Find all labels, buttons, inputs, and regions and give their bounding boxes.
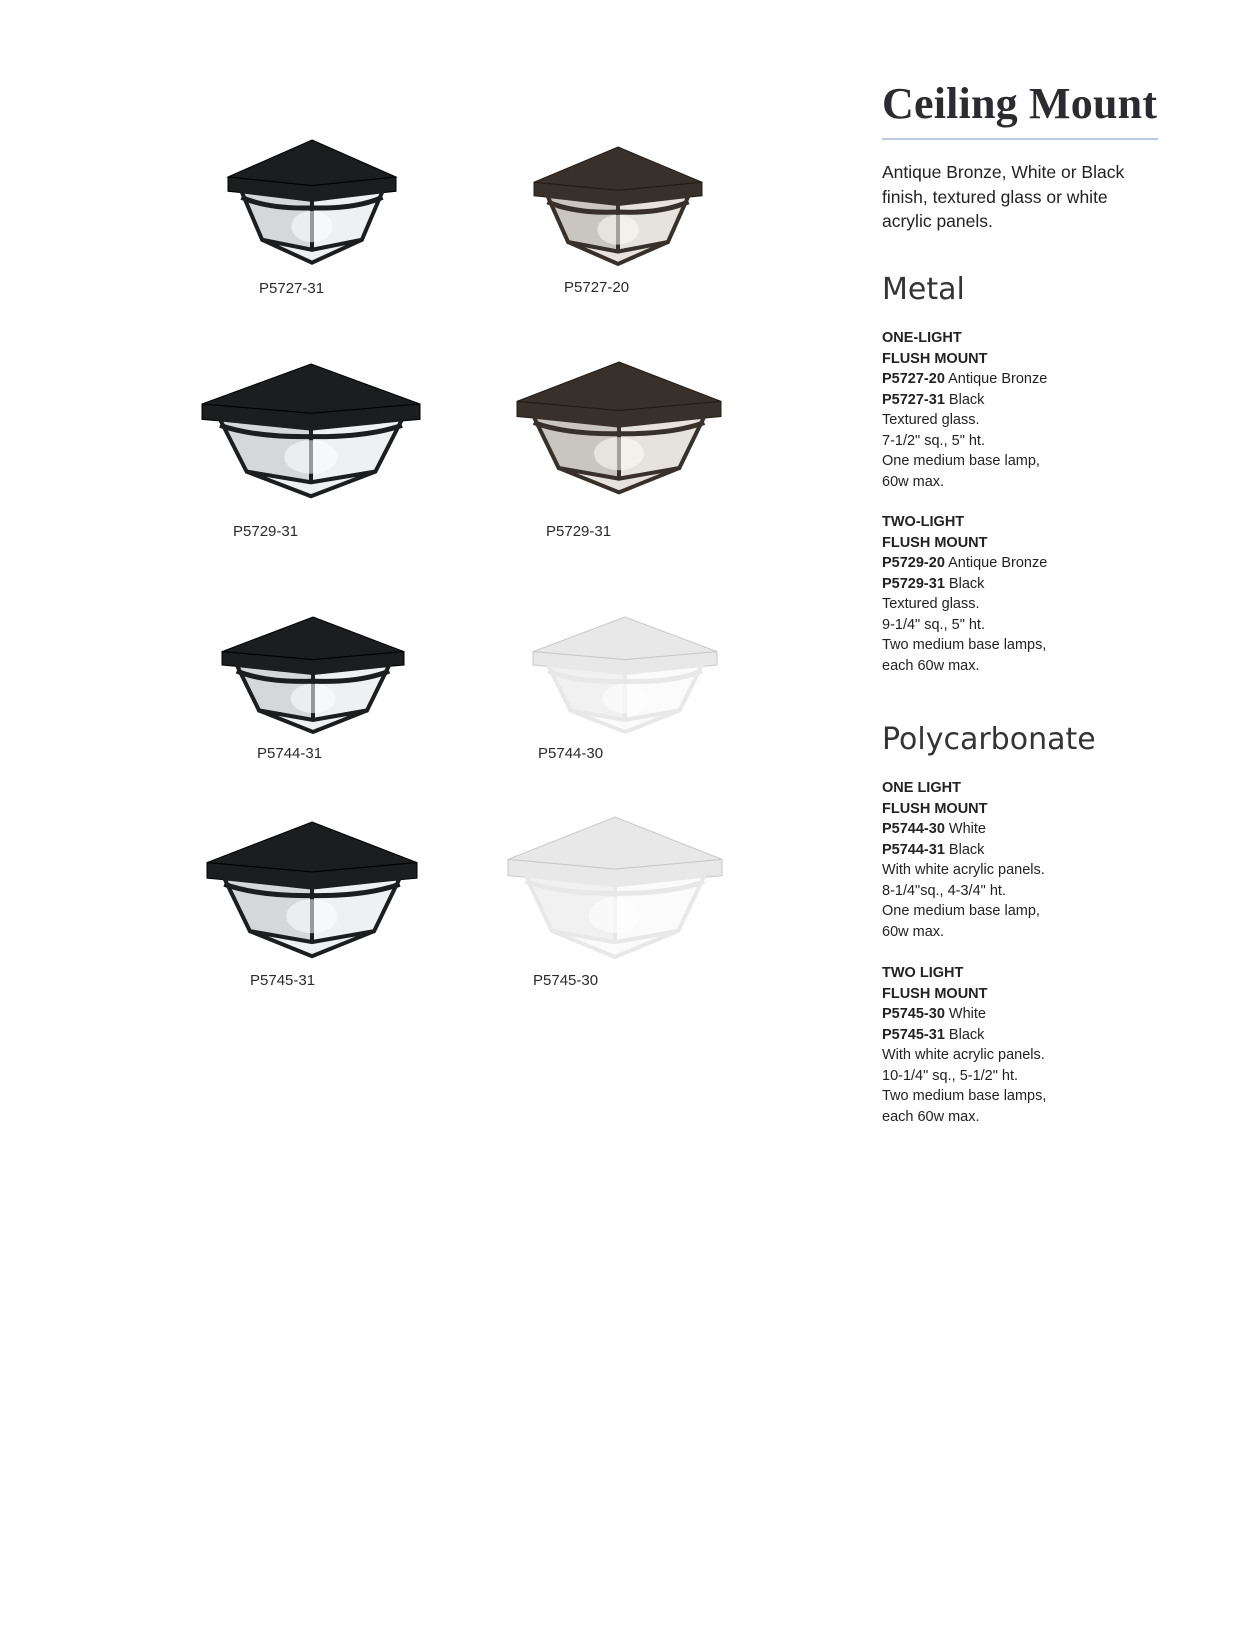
- spec-heading: ONE LIGHT: [882, 780, 961, 796]
- product-caption: P5744-30: [538, 745, 604, 762]
- spec-line: One medium base lamp,: [882, 453, 1040, 469]
- spec-line: 60w max.: [882, 923, 945, 940]
- spec-heading: ONE-LIGHT: [882, 330, 962, 346]
- finish-name: White: [948, 821, 986, 837]
- finish-name: Black: [948, 841, 985, 858]
- finish-name: Black: [948, 1026, 985, 1043]
- model-code: P5729-31: [882, 575, 945, 592]
- product-caption: P5727-31: [259, 280, 325, 297]
- spec-line: Textured glass.: [882, 412, 980, 428]
- title-divider: [882, 138, 1158, 140]
- product-image-p5744-31: [220, 615, 406, 737]
- spec-heading: FLUSH MOUNT: [882, 534, 988, 551]
- product-caption: P5745-30: [533, 972, 599, 989]
- spec-line: 60w max.: [882, 473, 945, 490]
- product-image-p5745-30: [506, 815, 724, 963]
- product-image-p5729-31-bronze: [515, 360, 723, 498]
- model-code: P5744-31: [882, 841, 945, 858]
- product-caption: P5744-31: [257, 745, 323, 762]
- spec-metal-two-light: [882, 512, 1162, 676]
- spec-line: Two medium base lamps,: [882, 1088, 1047, 1104]
- page-title: Ceiling Mount: [882, 79, 1158, 128]
- spec-poly-one-light: [882, 778, 1162, 942]
- model-code: P5729-20: [882, 555, 945, 571]
- finish-name: Black: [948, 575, 985, 592]
- spec-heading: FLUSH MOUNT: [882, 350, 988, 367]
- product-image-p5745-31: [205, 820, 419, 962]
- spec-line: With white acrylic panels.: [882, 862, 1045, 878]
- finish-name: Antique Bronze: [948, 555, 1048, 571]
- spec-heading: FLUSH MOUNT: [882, 985, 988, 1002]
- model-code: P5744-30: [882, 821, 945, 837]
- model-code: P5745-30: [882, 1006, 945, 1022]
- product-caption: P5729-31: [233, 523, 299, 540]
- product-image-p5729-31: [200, 362, 422, 502]
- finish-name: White: [948, 1006, 986, 1022]
- spec-metal-one-light: [882, 328, 1162, 492]
- spec-line: 10-1/4" sq., 5-1/2" ht.: [882, 1067, 1019, 1084]
- product-image-p5744-30: [531, 615, 719, 737]
- spec-line: Textured glass.: [882, 596, 980, 612]
- finish-name: Antique Bronze: [948, 371, 1048, 387]
- intro-text: Antique Bronze, White or Black finish, textured glass or white acrylic panels.: [882, 162, 1125, 231]
- product-caption: P5727-20: [564, 279, 630, 296]
- spec-line: each 60w max.: [882, 1108, 980, 1125]
- finish-name: Black: [948, 391, 985, 408]
- spec-heading: FLUSH MOUNT: [882, 800, 988, 817]
- spec-line: 7-1/2" sq., 5" ht.: [882, 432, 985, 449]
- section-title-polycarbonate: Polycarbonate: [882, 722, 1096, 757]
- product-caption: P5745-31: [250, 972, 316, 989]
- product-caption: P5729-31: [546, 523, 612, 540]
- spec-line: Two medium base lamps,: [882, 637, 1047, 653]
- spec-line: 9-1/4" sq., 5" ht.: [882, 616, 985, 633]
- spec-heading: TWO LIGHT: [882, 965, 964, 981]
- spec-line: 8-1/4"sq., 4-3/4" ht.: [882, 882, 1006, 899]
- spec-heading: TWO-LIGHT: [882, 514, 965, 530]
- model-code: P5745-31: [882, 1026, 945, 1043]
- section-title-metal: Metal: [882, 272, 965, 307]
- spec-line: With white acrylic panels.: [882, 1047, 1045, 1063]
- product-image-p5727-20: [532, 145, 704, 269]
- spec-line: One medium base lamp,: [882, 903, 1040, 919]
- product-image-p5727-31: [226, 138, 398, 268]
- model-code: P5727-20: [882, 371, 945, 387]
- spec-line: each 60w max.: [882, 657, 980, 674]
- model-code: P5727-31: [882, 391, 945, 408]
- spec-poly-two-light: [882, 963, 1162, 1127]
